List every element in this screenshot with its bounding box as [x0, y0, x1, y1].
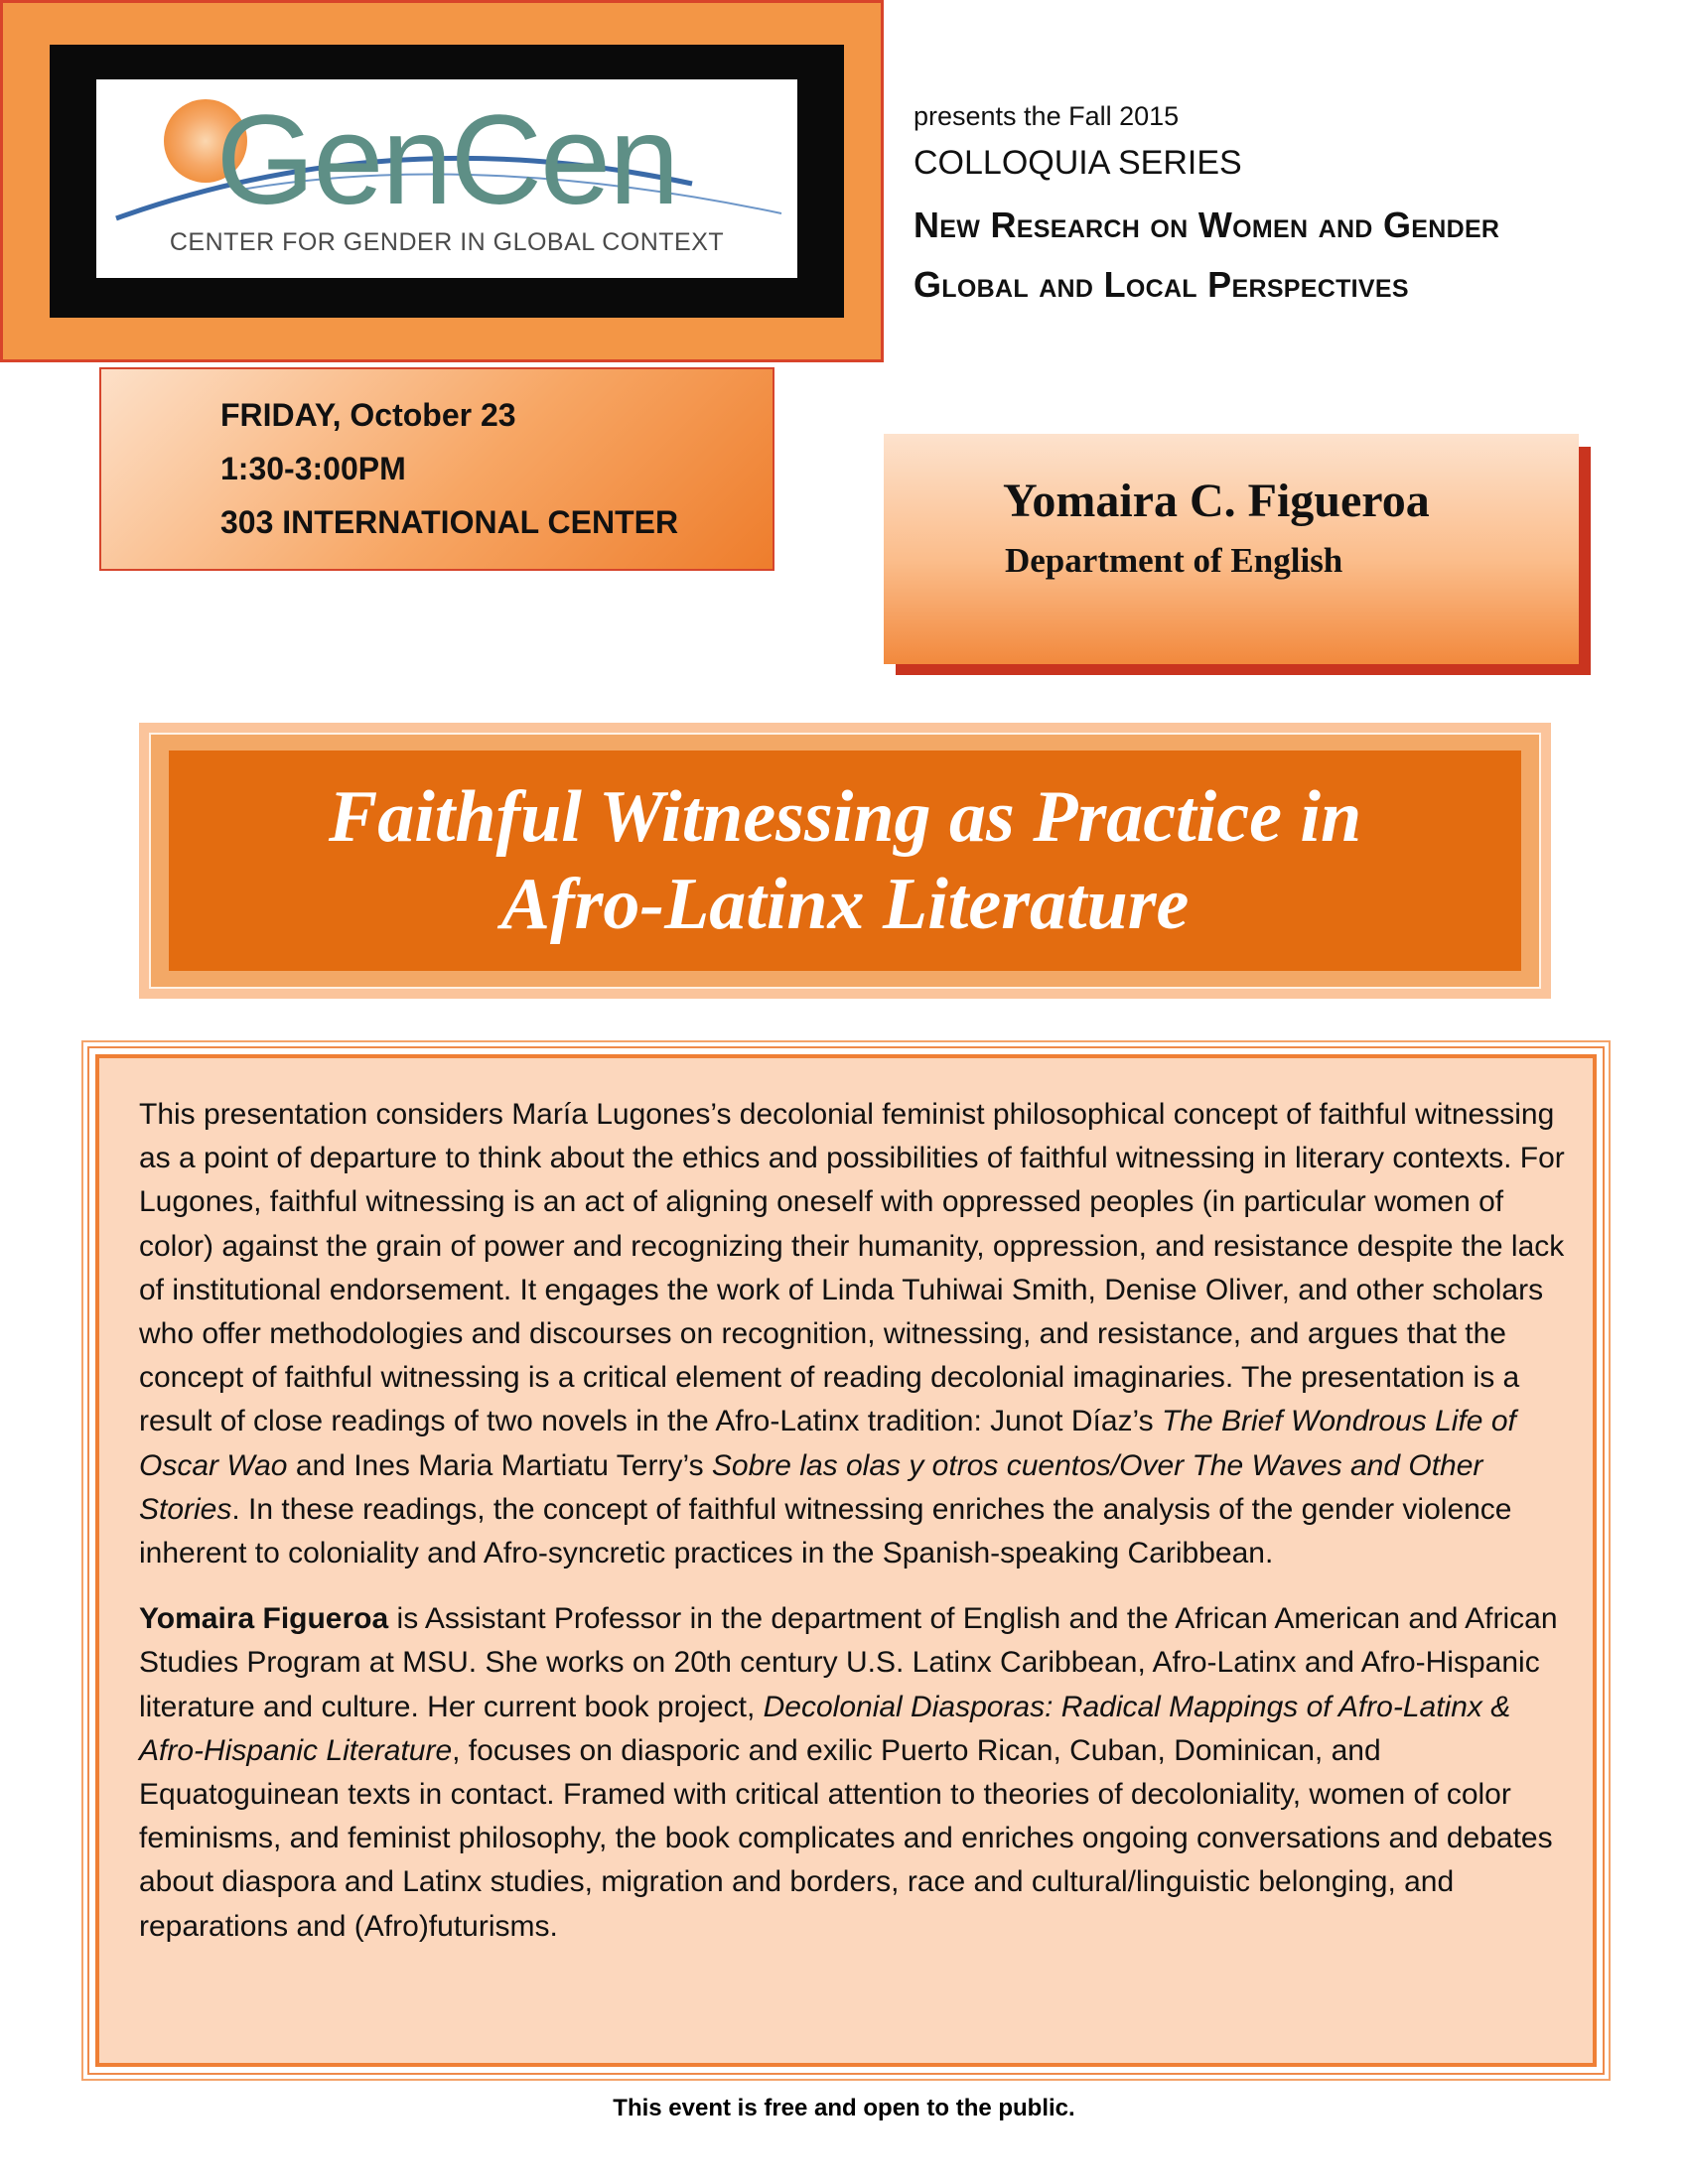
description-box [95, 1054, 1597, 2067]
book-title-oscar-wao: The Brief Wondrous Life of Oscar Wao [139, 1405, 1516, 1482]
talk-title-line1: Faithful Witnessing as Practice in [328, 776, 1362, 858]
footer-note: This event is free and open to the public. [613, 2095, 1075, 2121]
series-theme: New Research on Women and Gender [914, 205, 1500, 245]
talk-title-line2: Afro-Latinx Literature [500, 864, 1190, 945]
event-date: FRIDAY, October 23 [220, 397, 516, 433]
talk-title-banner [169, 751, 1521, 971]
abstract-text-3: . In these readings, the concept of faithful witnessing enriches the analysis of the gender violence inherent to coloniality and Afro-syncretic practices in the Spanish-speaking Caribbean. [139, 1492, 1512, 1570]
speaker-box [884, 434, 1579, 664]
speaker-name: Yomaira C. Figueroa [1003, 475, 1430, 527]
book-title-decolonial-diasporas: Decolonial Diasporas: Radical Mappings of Afro-Latinx & Afro-Hispanic Literature [139, 1690, 1511, 1767]
abstract-text-2: and Ines Maria Martiatu Terry’s [287, 1448, 712, 1482]
series-name: COLLOQUIA SERIES [914, 144, 1242, 182]
abstract-paragraph [139, 1093, 1569, 1575]
presents-line: presents the Fall 2015 [914, 101, 1180, 131]
abstract-text-1: This presentation considers María Lugones’s decolonial feminist philosophical concept of faithful witnessing as a point of departure to think about the ethics and possibilities of faithful witnessing in literary contexts. For Lugones, faithful witnessing is an act of aligning oneself with oppressed peoples (in particular women of color) against the grain of power and recognizing their humanity, oppression, and resistance despite the lack of institutional endorsement. It engages the work of Linda Tuhiwai Smith, Denise Oliver, and other scholars who offer methodologies and discourses on recognition, witnessing, and resistance, and argues that the concept of faithful witnessing is a critical element of reading decolonial imaginaries. The presentation is a result of close readings of two novels in the Afro-Latinx tradition: Junot Díaz’s [139, 1098, 1565, 1438]
speaker-department: Department of English [1005, 541, 1343, 580]
bio-name: Yomaira Figueroa [139, 1602, 389, 1636]
series-heading [914, 101, 1648, 324]
logo-wordmark: GenCen [215, 89, 678, 231]
talk-title [329, 773, 1361, 948]
event-time: 1:30-3:00PM [220, 451, 406, 486]
bio-text-1: is Assistant Professor in the department of English and the African American and African Studies Program at MSU. She works on 20th century U.S. Latinx Caribbean, Afro-Latinx and Afro-Hispanic literature and culture. Her current book project, [139, 1602, 1558, 1723]
bio-paragraph [139, 1597, 1569, 1949]
logo-tagline: CENTER FOR GENDER IN GLOBAL CONTEXT [169, 228, 725, 256]
gencen-logo [96, 79, 797, 278]
event-location: 303 INTERNATIONAL CENTER [220, 504, 679, 540]
series-subtheme: Global and Local Perspectives [914, 264, 1409, 305]
bio-text-2: , focuses on diasporic and exilic Puerto Rican, Cuban, Dominican, and Equatoguinean texts in contact. Framed with critical attention to theories of decoloniality, women of color feminisms, and feminist philosophy, the book complicates and enriches ongoing conversations and debates about diaspora and Latinx studies, migration and borders, race and cultural/linguistic belonging, and reparations and (Afro)futurisms. [139, 1733, 1553, 1943]
event-info-box [99, 367, 774, 571]
description-text [139, 1093, 1569, 1971]
book-title-sobre-las-olas: Sobre las olas y otros cuentos/Over The Waves and Other Stories [139, 1448, 1483, 1526]
